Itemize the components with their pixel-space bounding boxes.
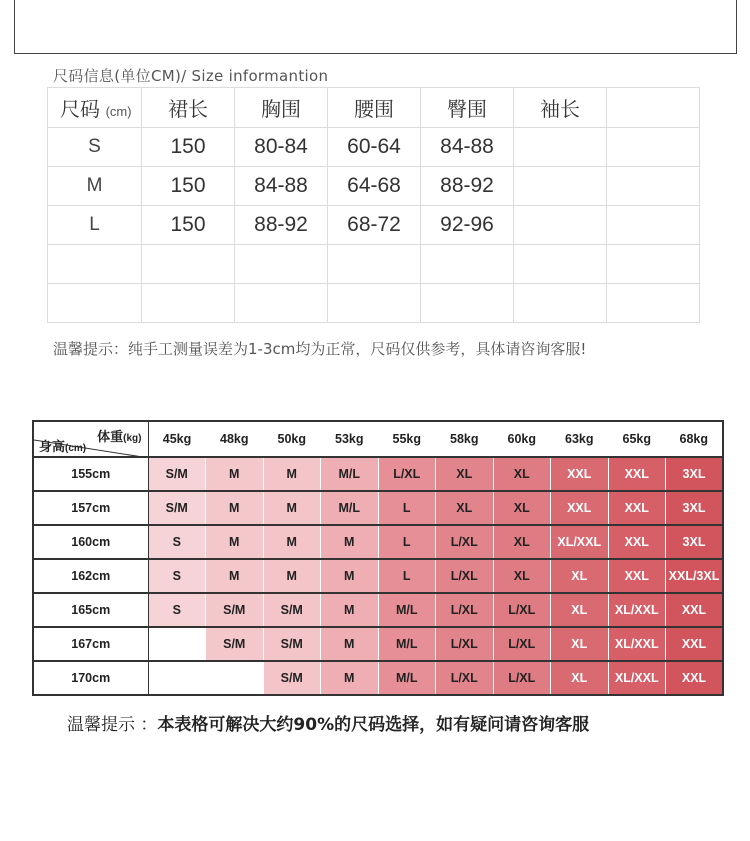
size-cell: XL <box>551 661 609 695</box>
size-row-empty <box>48 284 700 323</box>
bust-value: 84-88 <box>235 167 328 206</box>
size-label: L <box>48 206 142 245</box>
chart-tip-label: 温馨提示 ： <box>67 715 158 735</box>
header-blank <box>607 88 700 128</box>
sleeve-value <box>514 167 607 206</box>
height-label: 165cm <box>33 593 148 627</box>
weight-header: 58kg <box>436 421 494 457</box>
header-size <box>48 88 142 128</box>
size-label: S <box>48 128 142 167</box>
chart-weight-row <box>33 421 723 457</box>
size-cell: XL/XXL <box>608 593 666 627</box>
size-cell: M <box>206 559 264 593</box>
size-cell: XXL/3XL <box>666 559 724 593</box>
skirt-length-value: 150 <box>142 206 235 245</box>
size-cell: XL <box>551 559 609 593</box>
waist-value: 60-64 <box>328 128 421 167</box>
size-cell: S/M <box>148 491 206 525</box>
empty-cell <box>48 284 142 323</box>
size-cell: M <box>321 525 379 559</box>
size-cell: S <box>148 593 206 627</box>
size-cell: XL <box>551 627 609 661</box>
chart-corner <box>33 421 148 457</box>
empty-cell <box>328 284 421 323</box>
size-cell: S <box>148 525 206 559</box>
empty-size-cell <box>148 661 206 695</box>
size-cell: XXL <box>608 525 666 559</box>
top-frame <box>14 0 737 54</box>
size-cell: M/L <box>321 457 379 491</box>
size-cell: S/M <box>263 593 321 627</box>
empty-cell <box>514 245 607 284</box>
size-cell: M/L <box>378 627 436 661</box>
hip-value: 84-88 <box>421 128 514 167</box>
size-cell: XXL <box>666 593 724 627</box>
size-cell: XXL <box>608 559 666 593</box>
weight-header: 68kg <box>666 421 724 457</box>
size-cell: XL/XXL <box>608 661 666 695</box>
empty-cell <box>235 245 328 284</box>
size-cell: M/L <box>321 491 379 525</box>
weight-axis-label <box>97 426 141 445</box>
blank-cell <box>607 167 700 206</box>
empty-cell <box>235 284 328 323</box>
chart-tip-message: 本表格可解决大约90%的尺码选择，如有疑问请咨询客服 <box>157 715 590 735</box>
chart-tip <box>67 710 589 735</box>
weight-header: 55kg <box>378 421 436 457</box>
empty-cell <box>607 284 700 323</box>
height-label: 167cm <box>33 627 148 661</box>
hip-value: 92-96 <box>421 206 514 245</box>
empty-cell <box>607 245 700 284</box>
size-cell: M <box>263 559 321 593</box>
header-waist: 腰围 <box>328 88 421 128</box>
blank-cell <box>607 128 700 167</box>
empty-cell <box>48 245 142 284</box>
size-cell: L/XL <box>436 559 494 593</box>
height-label: 162cm <box>33 559 148 593</box>
size-info-caption: 尺码信息(单位CM)/ Size informantion <box>53 67 329 85</box>
empty-cell <box>328 245 421 284</box>
size-cell: S/M <box>263 661 321 695</box>
empty-size-cell <box>148 627 206 661</box>
chart-row <box>33 593 723 627</box>
size-cell: XL/XXL <box>608 627 666 661</box>
size-cell: XXL <box>608 491 666 525</box>
size-cell: XL <box>493 559 551 593</box>
size-cell: XL <box>551 593 609 627</box>
size-cell: XL <box>493 457 551 491</box>
size-cell: L <box>378 559 436 593</box>
size-cell: XL <box>436 457 494 491</box>
size-cell: XL <box>493 525 551 559</box>
header-sleeve: 袖长 <box>514 88 607 128</box>
weight-header: 50kg <box>263 421 321 457</box>
size-cell: M <box>321 627 379 661</box>
size-cell: XXL <box>608 457 666 491</box>
size-table-header-row <box>48 88 700 128</box>
header-size-unit: (cm) <box>105 104 132 119</box>
weight-header: 45kg <box>148 421 206 457</box>
chart-row <box>33 627 723 661</box>
height-label: 157cm <box>33 491 148 525</box>
weight-axis-text: 体重 <box>97 429 124 444</box>
chart-row <box>33 559 723 593</box>
empty-cell <box>421 245 514 284</box>
sleeve-value <box>514 206 607 245</box>
size-cell: S/M <box>206 593 264 627</box>
size-row-empty <box>48 245 700 284</box>
height-label: 170cm <box>33 661 148 695</box>
header-hip: 臀围 <box>421 88 514 128</box>
weight-header: 65kg <box>608 421 666 457</box>
size-cell: L/XL <box>493 661 551 695</box>
size-cell: 3XL <box>666 457 724 491</box>
bust-value: 88-92 <box>235 206 328 245</box>
size-cell: L/XL <box>493 627 551 661</box>
chart-row <box>33 491 723 525</box>
chart-row <box>33 457 723 491</box>
size-cell: 3XL <box>666 491 724 525</box>
size-cell: L <box>378 525 436 559</box>
size-cell: M/L <box>378 661 436 695</box>
size-cell: M <box>263 457 321 491</box>
size-cell: L/XL <box>436 525 494 559</box>
chart-row <box>33 525 723 559</box>
size-cell: L/XL <box>493 593 551 627</box>
size-cell: XXL <box>551 457 609 491</box>
weight-header: 48kg <box>206 421 264 457</box>
size-cell: S/M <box>206 627 264 661</box>
size-cell: M <box>206 457 264 491</box>
measurement-tip: 温馨提示：纯手工测量误差为1-3cm均为正常，尺码仅供参考，具体请咨询客服! <box>53 340 587 358</box>
empty-cell <box>514 284 607 323</box>
size-cell: L <box>378 491 436 525</box>
weight-header: 63kg <box>551 421 609 457</box>
waist-value: 64-68 <box>328 167 421 206</box>
size-cell: M <box>263 525 321 559</box>
size-cell: L/XL <box>436 593 494 627</box>
size-cell: S/M <box>263 627 321 661</box>
size-cell: L/XL <box>436 627 494 661</box>
size-cell: XXL <box>666 661 724 695</box>
empty-cell <box>142 245 235 284</box>
header-size-label: 尺码 <box>60 99 100 121</box>
size-cell: XXL <box>551 491 609 525</box>
height-label: 160cm <box>33 525 148 559</box>
size-cell: S <box>148 559 206 593</box>
size-cell: XXL <box>666 627 724 661</box>
empty-cell <box>421 284 514 323</box>
size-cell: L/XL <box>436 661 494 695</box>
size-cell: XL <box>493 491 551 525</box>
size-cell: M <box>321 593 379 627</box>
size-cell: L/XL <box>378 457 436 491</box>
size-cell: 3XL <box>666 525 724 559</box>
skirt-length-value: 150 <box>142 128 235 167</box>
size-row <box>48 167 700 206</box>
hip-value: 88-92 <box>421 167 514 206</box>
size-cell: M <box>263 491 321 525</box>
size-row <box>48 128 700 167</box>
size-cell: M/L <box>378 593 436 627</box>
weight-header: 53kg <box>321 421 379 457</box>
empty-cell <box>142 284 235 323</box>
waist-value: 68-72 <box>328 206 421 245</box>
height-axis-label <box>39 436 86 455</box>
size-cell: M <box>206 525 264 559</box>
size-cell: S/M <box>148 457 206 491</box>
bust-value: 80-84 <box>235 128 328 167</box>
sleeve-value <box>514 128 607 167</box>
size-table <box>47 87 700 323</box>
size-cell: M <box>321 559 379 593</box>
height-axis-unit: (cm) <box>65 443 87 454</box>
weight-header: 60kg <box>493 421 551 457</box>
chart-row <box>33 661 723 695</box>
height-axis-text: 身高 <box>39 439 66 454</box>
size-cell: XL/XXL <box>551 525 609 559</box>
size-cell: M <box>321 661 379 695</box>
size-label: M <box>48 167 142 206</box>
header-skirt-length: 裙长 <box>142 88 235 128</box>
empty-size-cell <box>206 661 264 695</box>
size-row <box>48 206 700 245</box>
size-cell: XL <box>436 491 494 525</box>
height-weight-chart <box>32 420 724 696</box>
skirt-length-value: 150 <box>142 167 235 206</box>
height-label: 155cm <box>33 457 148 491</box>
weight-axis-unit: (kg) <box>123 433 142 444</box>
size-cell: M <box>206 491 264 525</box>
header-bust: 胸围 <box>235 88 328 128</box>
blank-cell <box>607 206 700 245</box>
